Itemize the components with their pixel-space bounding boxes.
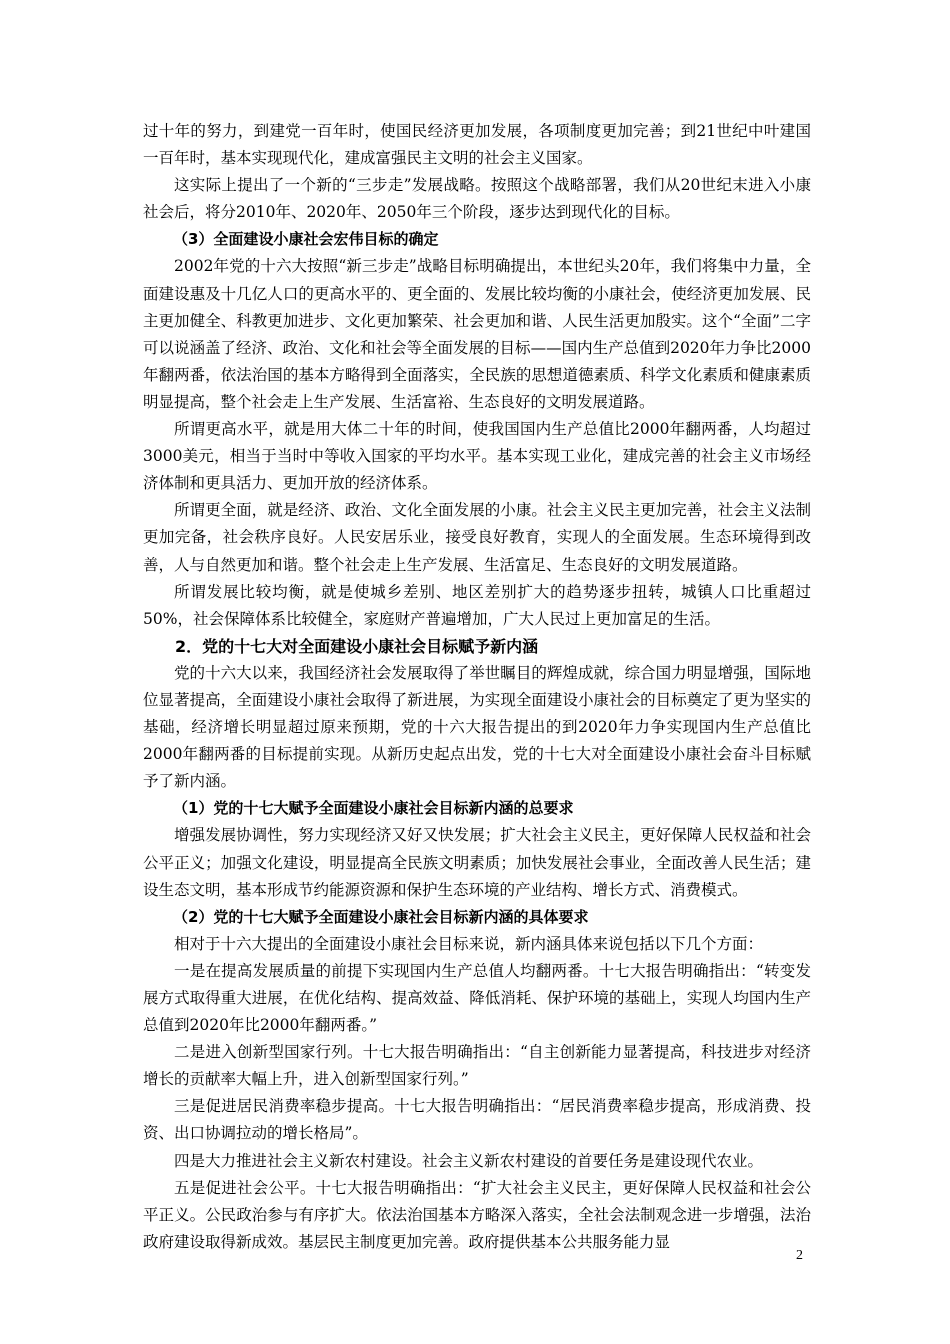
section-heading: 2．党的十七大对全面建设小康社会目标赋予新内涵	[175, 636, 539, 656]
paragraph: 过十年的努力，到建党一百年时，使国民经济更加发展，各项制度更加完善；到21世纪中叶建国一百年时，基本实现现代化，建成富强民主文明的社会主义国家。	[143, 122, 811, 168]
paragraph: 党的十六大以来，我国经济社会发展取得了举世瞩目的辉煌成就，综合国力明显增强，国际地位显著提高，全面建设小康社会取得了新进展，为实现全面建设小康社会的目标奠定了更为坚实的基础，经济增长明显超过原来预期，党的十六大报告提出的到2020年力争实现国内生产总值比2000年翻两番的目标提前实现。从新历史起点出发，党的十七大对全面建设小康社会奋斗目标赋予了新内涵。	[143, 663, 811, 791]
paragraph: 所谓更高水平，就是用大体二十年的时间，使我国国内生产总值比2000年翻两番，人均超过3000美元，相当于当时中等收入国家的平均水平。基本实现工业化，建成完善的社会主义市场经济体制和更具活力、更加开放的经济体系。	[143, 420, 811, 493]
document-body	[143, 118, 811, 1256]
paragraph: 所谓更全面，就是经济、政治、文化全面发展的小康。社会主义民主更加完善，社会主义法制更加完备，社会秩序良好。人民安居乐业，接受良好教育，实现人的全面发展。生态环境得到改善，人与自然更加和谐。整个社会走上生产发展、生活富足、生态良好的文明发展道路。	[143, 501, 811, 574]
paragraph: 二是进入创新型国家行列。十七大报告明确指出：“自主创新能力显著提高，科技进步对经济增长的贡献率大幅上升，进入创新型国家行列。”	[143, 1043, 811, 1089]
paragraph: 这实际上提出了一个新的“三步走”发展战略。按照这个战略部署，我们从20世纪末进入小康社会后，将分2010年、2020年、2050年三个阶段，逐步达到现代化的目标。	[143, 176, 811, 222]
paragraph: 三是促进居民消费率稳步提高。十七大报告明确指出：“居民消费率稳步提高，形成消费、投资、出口协调拉动的增长格局”。	[143, 1097, 811, 1143]
paragraph: 2002年党的十六大按照“新三步走”战略目标明确提出，本世纪头20年，我们将集中力量，全面建设惠及十几亿人口的更高水平的、更全面的、发展比较均衡的小康社会，使经济更加发展、民主更加健全、科教更加进步、文化更加繁荣、社会更加和谐、人民生活更加殷实。这个“全面”二字可以说涵盖了经济、政治、文化和社会等全面发展的目标——国内生产总值到2020年力争比2000年翻两番，依法治国的基本方略得到全面落实，全民族的思想道德素质、科学文化素质和健康素质明显提高，整个社会走上生产发展、生活富裕、生态良好的文明发展道路。	[143, 257, 811, 411]
paragraph: 相对于十六大提出的全面建设小康社会目标来说，新内涵具体来说包括以下几个方面：	[174, 934, 764, 953]
section-heading: （1）党的十七大赋予全面建设小康社会目标新内涵的总要求	[173, 799, 574, 818]
paragraph: 所谓发展比较均衡，就是使城乡差别、地区差别扩大的趋势逐步扭转，城镇人口比重超过50%，社会保障体系比较健全，家庭财产普遍增加，广大人民过上更加富足的生活。	[143, 582, 811, 628]
section-heading: （2）党的十七大赋予全面建设小康社会目标新内涵的具体要求	[173, 907, 589, 926]
paragraph: 五是促进社会公平。十七大报告明确指出：“扩大社会主义民主，更好保障人民权益和社会公平正义。公民政治参与有序扩大。依法治国基本方略深入落实，全社会法制观念进一步增强，法治政府建设取得新成效。基层民主制度更加完善。政府提供基本公共服务能力显	[143, 1178, 811, 1251]
paragraph: 一是在提高发展质量的前提下实现国内生产总值人均翻两番。十七大报告明确指出：“转变发展方式取得重大进展，在优化结构、提高效益、降低消耗、保护环境的基础上，实现人均国内生产总值到2020年比2000年翻两番。”	[143, 961, 811, 1035]
paragraph: 增强发展协调性，努力实现经济又好又快发展；扩大社会主义民主，更好保障人民权益和社会公平正义；加强文化建设，明显提高全民族文明素质；加快发展社会事业，全面改善人民生活；建设生态文明，基本形成节约能源资源和保护生态环境的产业结构、增长方式、消费模式。	[143, 826, 811, 899]
section-heading: （3）全面建设小康社会宏伟目标的确定	[173, 230, 439, 249]
page-number: 2	[796, 1248, 803, 1263]
paragraph: 四是大力推进社会主义新农村建设。社会主义新农村建设的首要任务是建设现代农业。	[174, 1151, 764, 1170]
